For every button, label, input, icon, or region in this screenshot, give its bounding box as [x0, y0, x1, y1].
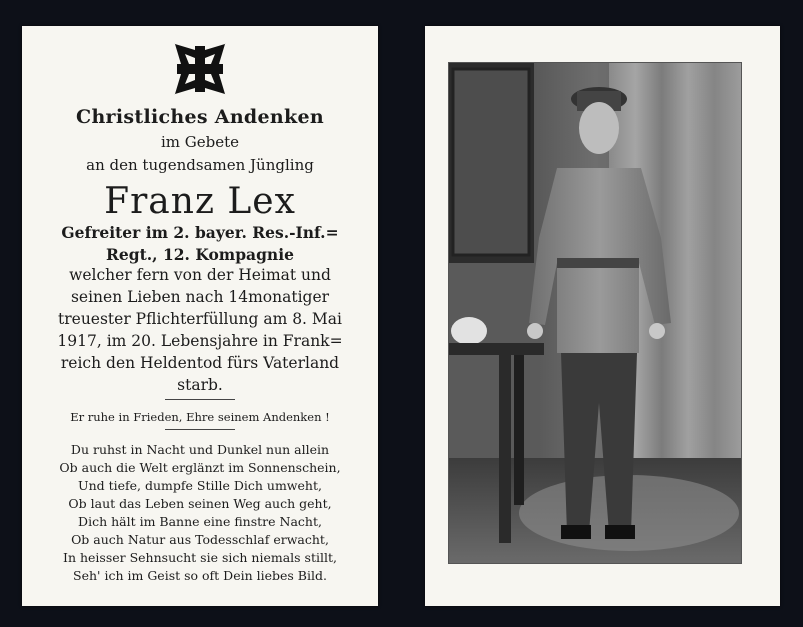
poem-line: Ob auch Natur aus Todesschlaf erwacht,: [71, 532, 329, 547]
poem-line: Seh' ich im Geist so oft Dein liebes Bild.: [73, 568, 327, 583]
divider: [165, 429, 235, 430]
poem-line: Ob auch die Welt erglänzt im Sonnenschein,: [59, 460, 341, 475]
body-line: starb.: [177, 376, 223, 394]
iron-cross-icon: [173, 42, 227, 96]
body-line: treuester Pflichterfüllung am 8. Mai: [58, 310, 342, 328]
body-line: reich den Heldentod fürs Vaterland: [60, 354, 340, 372]
poem-line: Dich hält im Banne eine finstre Nacht,: [78, 514, 322, 529]
poem-line: In heisser Sehnsucht sie sich niemals stillt,: [63, 550, 337, 565]
rest-in-peace-line: Er ruhe in Frieden, Ehre seinem Andenken !: [70, 410, 330, 424]
rank-line-1: Gefreiter im 2. bayer. Res.-Inf.=: [61, 223, 339, 242]
poem-line: Und tiefe, dumpfe Stille Dich umweht,: [78, 478, 322, 493]
body-line: 1917, im 20. Lebensjahre in Frank=: [57, 332, 343, 350]
body-line: seinen Lieben nach 14monatiger: [70, 288, 330, 306]
poem-line: Du ruhst in Nacht und Dunkel nun allein: [70, 442, 330, 457]
poem-line: Ob laut das Leben seinen Weg auch geht,: [68, 496, 332, 511]
deceased-name: Franz Lex: [104, 181, 296, 222]
subtitle-line-1: im Gebete: [160, 133, 240, 151]
memorial-photo-card: [425, 26, 780, 606]
card-title: Christliches Andenken: [76, 106, 324, 128]
divider: [165, 399, 235, 400]
body-line: welcher fern von der Heimat und: [69, 266, 331, 284]
rank-line-2: Regt., 12. Kompagnie: [106, 245, 294, 264]
memorial-text-card: [22, 26, 378, 606]
soldier-portrait-photo: [448, 62, 742, 564]
subtitle-line-2: an den tugendsamen Jüngling: [86, 156, 314, 174]
